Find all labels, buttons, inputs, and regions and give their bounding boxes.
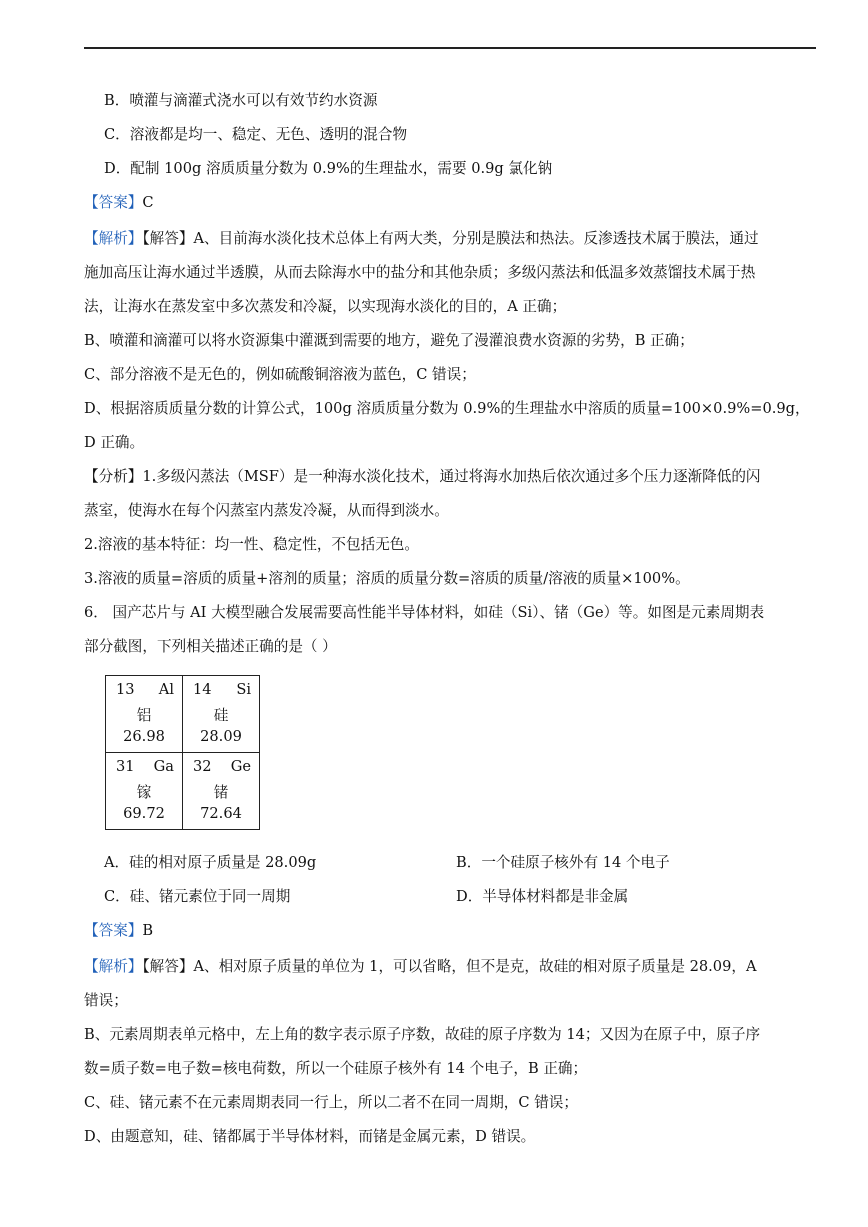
q5-option-d: D．配制 100g 溶质质量分数为 0.9%的生理盐水，需要 0.9g 氯化钠 <box>104 160 553 177</box>
atomic-number: 13 <box>116 681 135 698</box>
element-name: 镓 <box>136 784 152 801</box>
q5-analysis-line: 【解析】【解答】A、目前海水淡化技术总体上有两大类，分别是膜法和热法。反渗透技术属于膜法，通过 <box>84 230 759 247</box>
q5-analysis-line: 3.溶液的质量=溶质的质量+溶剂的质量；溶质的质量分数=溶质的质量/溶液的质量×100%。 <box>84 570 690 587</box>
q5-answer <box>84 193 154 213</box>
q6-option-a: A．硅的相对原子质量是 28.09g <box>104 854 317 871</box>
element-name: 硅 <box>213 707 229 724</box>
answer-value: B <box>142 922 154 939</box>
q6-option-d: D．半导体材料都是非金属 <box>456 888 629 905</box>
q5-analysis-line: 施加高压让海水通过半透膜，从而去除海水中的盐分和其他杂质；多级闪蒸法和低温多效蒸馏技术属于热 <box>84 264 756 281</box>
q6-option-c: C．硅、锗元素位于同一周期 <box>104 888 291 905</box>
q6-analysis-line: C、硅、锗元素不在元素周期表同一行上，所以二者不在同一周期，C 错误； <box>84 1094 578 1111</box>
answer-value: C <box>142 194 154 211</box>
answer-tag: 【答案】 <box>84 922 143 939</box>
q6-analysis-line: D、由题意知，硅、锗都属于半导体材料，而锗是金属元素，D 错误。 <box>84 1128 536 1145</box>
element-cell-al <box>106 676 183 753</box>
atomic-mass: 72.64 <box>200 805 242 822</box>
element-name: 铝 <box>136 707 152 724</box>
q6-analysis-line: 错误； <box>84 992 128 1009</box>
answer-tag: 【答案】 <box>84 194 143 211</box>
atomic-number: 32 <box>193 758 212 775</box>
q5-analysis-line: C、部分溶液不是无色的，例如硫酸铜溶液为蓝色，C 错误； <box>84 366 476 383</box>
q5-analysis-line: 2.溶液的基本特征：均一性、稳定性，不包括无色。 <box>84 536 419 553</box>
atomic-number: 31 <box>116 758 135 775</box>
q6-analysis-line: B、元素周期表单元格中，左上角的数字表示原子序数，故硅的原子序数为 14；又因为在原子中，原子序 <box>84 1026 761 1043</box>
q6-option-b: B．一个硅原子核外有 14 个电子 <box>456 854 670 871</box>
element-symbol: Ga <box>153 758 174 775</box>
q6-analysis-line: 【解析】【解答】A、相对原子质量的单位为 1，可以省略，但不是克，故硅的相对原子质量是 28.09，A <box>84 958 757 975</box>
element-symbol: Si <box>236 681 251 698</box>
header-rule <box>84 47 816 49</box>
element-cell-si <box>183 676 260 753</box>
q6-stem: 6． 国产芯片与 AI 大模型融合发展需要高性能半导体材料，如硅（Si）、锗（Ge）等。如图是元素周期表 <box>84 604 765 621</box>
atomic-mass: 28.09 <box>200 728 242 745</box>
q6-answer <box>84 921 153 941</box>
element-cell-ga <box>106 753 183 830</box>
element-name: 锗 <box>213 784 229 801</box>
q6-analysis-line: 数=质子数=电子数=核电荷数，所以一个硅原子核外有 14 个电子，B 正确； <box>84 1060 588 1077</box>
q5-analysis-line: 法，让海水在蒸发室中多次蒸发和冷凝，以实现海水淡化的目的，A 正确； <box>84 298 567 315</box>
element-symbol: Ge <box>230 758 251 775</box>
element-cell-ge <box>183 753 260 830</box>
q5-option-b: B．喷灌与滴灌式浇水可以有效节约水资源 <box>104 92 378 109</box>
q5-option-c: C．溶液都是均一、稳定、无色、透明的混合物 <box>104 126 408 143</box>
q5-analysis-line: B、喷灌和滴灌可以将水资源集中灌溉到需要的地方，避免了漫灌浪费水资源的劣势，B 正确； <box>84 332 694 349</box>
atomic-mass: 26.98 <box>123 728 165 745</box>
q5-analysis-line: D 正确。 <box>84 434 145 451</box>
atomic-mass: 69.72 <box>123 805 165 822</box>
analysis-tag: 【解析】 <box>84 958 143 975</box>
q5-analysis-line: 【分析】1.多级闪蒸法（MSF）是一种海水淡化技术，通过将海水加热后依次通过多个压力逐渐降低的闪 <box>84 468 761 485</box>
q5-analysis-line: 蒸室，使海水在每个闪蒸室内蒸发冷凝，从而得到淡水。 <box>84 502 449 519</box>
element-symbol: Al <box>158 681 174 698</box>
q5-analysis-line: D、根据溶质质量分数的计算公式，100g 溶质质量分数为 0.9%的生理盐水中溶质的质量=100×0.9%=0.9g， <box>84 400 810 417</box>
analysis-tag: 【解析】 <box>84 230 143 247</box>
periodic-table-excerpt <box>105 675 260 830</box>
atomic-number: 14 <box>193 681 212 698</box>
q6-stem: 部分截图，下列相关描述正确的是（ ） <box>84 638 337 655</box>
